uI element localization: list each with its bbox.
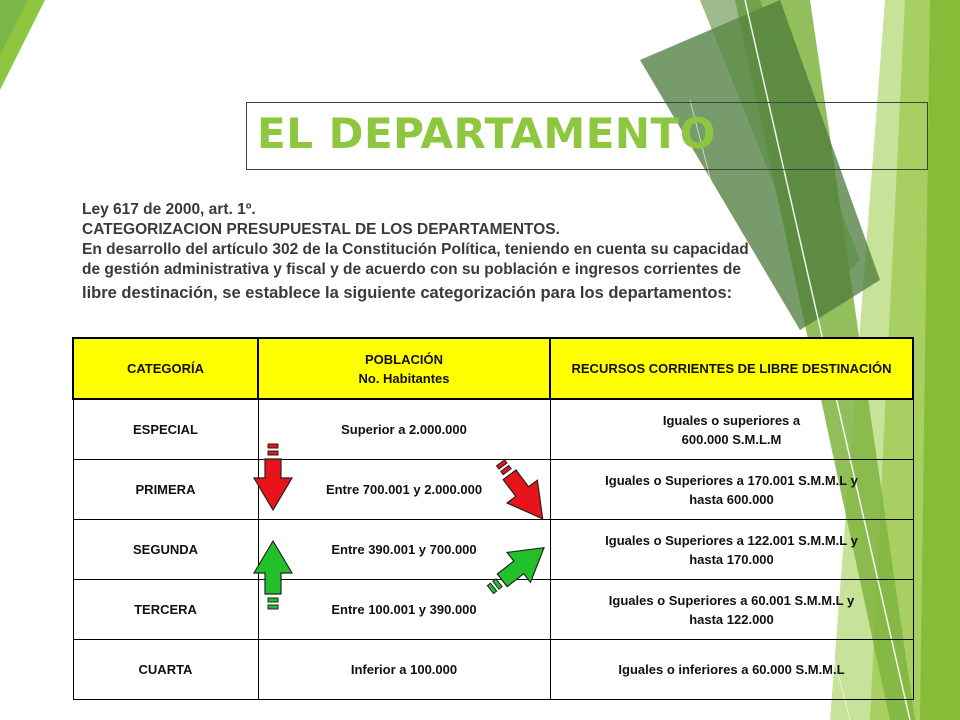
intro-text [82,200,892,303]
section-heading: CATEGORIZACION PRESUPUESTAL DE LOS DEPARTAMENTOS. [82,221,560,238]
cell-recursos-line: hasta 600.000 [689,491,774,507]
cell-recursos-line: Iguales o Superiores a 122.001 S.M.M.L y [605,532,858,548]
cell-categoria: PRIMERA [73,460,258,520]
header-categoria: CATEGORÍA [73,338,258,399]
cell-recursos-line: hasta 122.000 [689,611,774,627]
table-header-row [73,338,913,399]
header-poblacion-title: POBLACIÓN [365,351,443,367]
cell-categoria: SEGUNDA [73,520,258,580]
cell-poblacion: Inferior a 100.000 [258,640,550,700]
table-row [73,399,913,460]
cell-recursos-line: 600.000 S.M.L.M [681,431,782,447]
title-box [246,102,928,170]
cell-poblacion: Entre 390.001 y 700.000 [258,520,550,580]
cell-categoria: ESPECIAL [73,399,258,460]
table-row [73,640,913,700]
cell-recursos-line: Iguales o superiores a [662,412,801,428]
cell-recursos [550,460,913,520]
cell-recursos-line: hasta 170.000 [689,551,774,567]
header-poblacion [258,338,550,399]
cell-poblacion: Entre 700.001 y 2.000.000 [258,460,550,520]
cell-poblacion: Superior a 2.000.000 [258,399,550,460]
cell-recursos [550,520,913,580]
cell-recursos-line: Iguales o Superiores a 170.001 S.M.M.L y [605,472,858,488]
cell-categoria: CUARTA [73,640,258,700]
cell-recursos [550,399,913,460]
cell-poblacion: Entre 100.001 y 390.000 [258,580,550,640]
cell-categoria: TERCERA [73,580,258,640]
intro-line: libre destinación, se establece la siguiente categorización para los departamentos: [82,284,733,302]
table-row [73,460,913,520]
categorization-table [72,337,914,700]
cell-recursos: Iguales o inferiores a 60.000 S.M.M.L [550,640,913,700]
header-poblacion-subtitle: No. Habitantes [358,370,450,386]
table-row [73,520,913,580]
law-reference: Ley 617 de 2000, art. 1º. [82,201,256,218]
cell-recursos-line: Iguales o Superiores a 60.001 S.M.M.L y [608,592,855,608]
intro-line: de gestión administrativa y fiscal y de acuerdo con su población e ingresos corrientes de [82,261,741,278]
slide-title: EL DEPARTAMENTO [257,109,716,158]
table-row [73,580,913,640]
intro-line: En desarrollo del artículo 302 de la Constitución Política, teniendo en cuenta su capacidad [82,241,749,258]
header-recursos: RECURSOS CORRIENTES DE LIBRE DESTINACIÓN [550,338,913,399]
cell-recursos [550,580,913,640]
